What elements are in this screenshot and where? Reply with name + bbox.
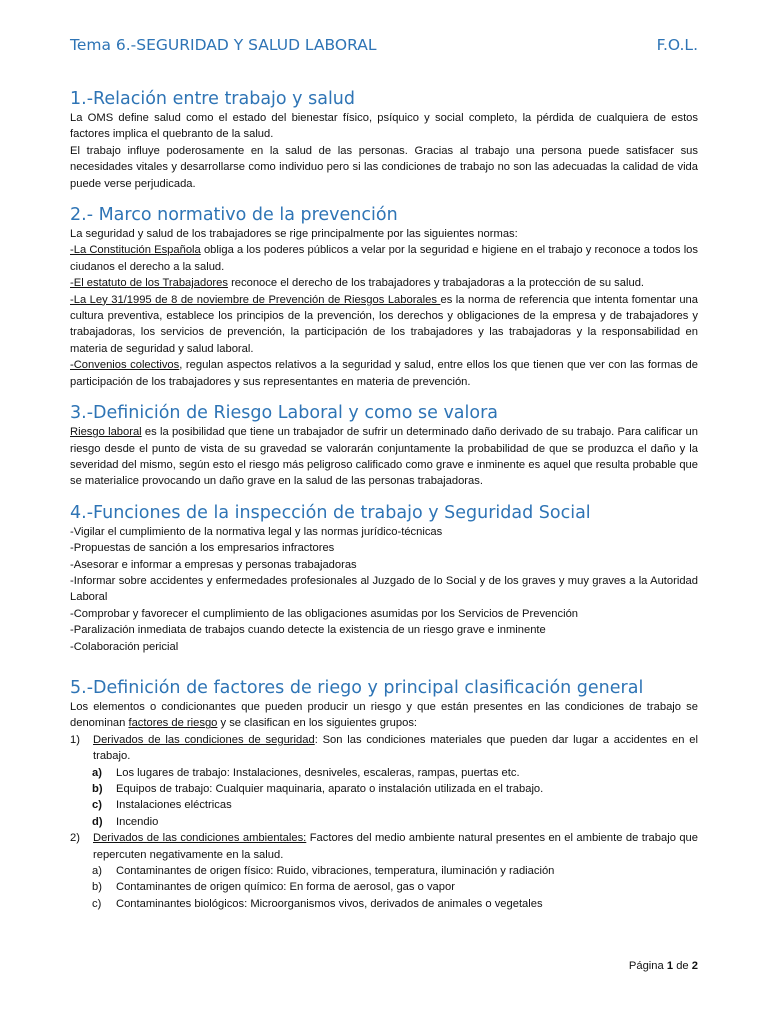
norm-name: -La Constitución Española — [70, 244, 201, 257]
group-number: 1) — [70, 733, 80, 746]
group-number: 2) — [70, 832, 80, 845]
section-3-title: 3.-Definición de Riesgo Laboral y como se valora — [70, 403, 499, 424]
paragraph: La OMS define salud como el estado del bienestar físico, psíquico y social completo, la pérdida de cualquiera de estos factores implica el quebranto de la salud. — [70, 112, 698, 141]
norm-item — [70, 357, 698, 390]
item-letter: c) — [92, 897, 102, 910]
section-5-title: 5.-Definición de factores de riego y principal clasificación general — [70, 677, 644, 698]
section-1-title: 1.-Relación entre trabajo y salud — [70, 89, 356, 109]
list-item: -Propuestas de sanción a los empresarios infractores — [70, 542, 335, 555]
norm-item — [70, 292, 698, 358]
factor-group — [70, 732, 698, 765]
section-2-title: 2.- Marco normativo de la prevención — [70, 205, 398, 226]
norm-name: -La Ley 31/1995 de 8 de noviembre de Prevención de Riesgos Laborales — [70, 293, 441, 306]
term: Riesgo laboral — [70, 426, 142, 439]
list-item: -Asesorar e informar a empresas y personas trabajadoras — [70, 558, 357, 571]
norm-text: , regulan aspectos relativos a la seguridad y salud, entre ellos los que tienen que ver con las formas de participación de los trabajadores y sus representantes en materia de prevención. — [70, 359, 698, 388]
header-subject: F.O.L. — [656, 36, 698, 54]
list-item — [70, 765, 698, 781]
term: factores de riesgo — [128, 717, 218, 730]
document-body — [70, 88, 698, 924]
factor-groups — [70, 830, 698, 863]
page-header — [70, 36, 698, 58]
total-pages: 2 — [691, 960, 698, 972]
paragraph — [70, 699, 698, 732]
list-item — [70, 896, 698, 912]
list-item — [70, 797, 698, 813]
list-item — [70, 879, 698, 895]
norm-item — [70, 275, 698, 291]
paragraph: El trabajo influye poderosamente en la salud de las personas. Gracias al trabajo una persona puede satisfacer sus necesidades vitales y desarrollarse como individuo pero si las condiciones de trabajo no son las adecuadas la calidad de vida puede verse perjudicada. — [70, 144, 698, 190]
section-1 — [70, 88, 698, 192]
norm-text: es la norma de referencia que intenta fomentar una cultura preventiva, establece los principios de la prevención, los derechos y obligaciones de la empresa y de trabajadores y trabajadoras, los servicios de prevención, la participación de los trabajadores y las trabajadoras y la responsabilidad en materia de seguridad y salud laboral. — [70, 293, 699, 355]
norm-item — [70, 242, 698, 275]
current-page: 1 — [666, 960, 674, 972]
item-text: Contaminantes de origen químico: En forma de aerosol, gas o vapor — [116, 881, 455, 894]
footer-label: Página — [628, 960, 667, 972]
factor-groups — [70, 732, 698, 765]
list-item — [70, 814, 698, 830]
factor-subitems — [70, 863, 698, 912]
item-letter: a) — [92, 865, 102, 878]
section-5 — [70, 677, 698, 912]
group-text: Factores del medio ambiente natural presentes en el ambiente de trabajo que repercuten negativamente en la salud. — [93, 832, 698, 861]
paragraph — [70, 424, 698, 490]
norm-text: reconoce el derecho de los trabajadores y trabajadoras a la protección de su salud. — [227, 277, 645, 290]
section-3 — [70, 402, 698, 490]
item-letter: b) — [92, 881, 102, 894]
list-item — [70, 863, 698, 879]
list-item: -Vigilar el cumplimiento de la normativa legal y las normas jurídico-técnicas — [70, 525, 443, 538]
item-letter: c) — [92, 799, 102, 812]
list-item: -Comprobar y favorecer el cumplimiento de las obligaciones asumidas por los Servicios de Prevención — [70, 607, 579, 620]
header-title: Tema 6.-SEGURIDAD Y SALUD LABORAL — [70, 36, 377, 54]
list-item: -Informar sobre accidentes y enfermedades profesionales al Juzgado de lo Social y de los graves y muy graves a la Autoridad Laboral — [70, 574, 698, 604]
item-letter: d) — [92, 815, 103, 828]
section-4 — [70, 502, 698, 655]
definition-text: es la posibilidad que tiene un trabajador de sufrir un determinado daño derivado de su trabajo. Para calificar un riesgo desde el punto de vista de su gravedad se valorarán conjuntamente la probabilidad de que se produzca el daño y la severidad del mismo, según esto el riesgo más peligroso calificado como grave e inminente es aquel que resulta probable que se materialice provocando un daño grave en la salud de las personas trabajadoras. — [70, 426, 698, 488]
group-name: Derivados de las condiciones de seguridad — [93, 733, 315, 746]
item-text: Los lugares de trabajo: Instalaciones, desniveles, escaleras, rampas, puertas etc. — [116, 766, 520, 779]
footer-of: de — [673, 960, 692, 972]
group-name: Derivados de las condiciones ambientales: — [93, 832, 307, 845]
item-text: Equipos de trabajo: Cualquier maquinaria, aparato o instalación utilizada en el trabajo. — [116, 783, 544, 795]
norm-name: -Convenios colectivos — [70, 359, 180, 372]
item-letter: a) — [92, 766, 102, 779]
group-text: : Son las condiciones materiales que pueden dar lugar a accidentes en el trabajo. — [93, 733, 698, 763]
norm-text: obliga a los poderes públicos a velar por la seguridad e higiene en el trabajo y reconoce a todos los ciudanos el derecho a la salud. — [70, 244, 698, 273]
factor-subitems — [70, 765, 698, 831]
item-text: Contaminantes de origen físico: Ruido, vibraciones, temperatura, iluminación y radiación — [116, 865, 555, 878]
factor-group — [70, 830, 698, 863]
list-item — [70, 781, 698, 797]
list-item: -Colaboración pericial — [70, 640, 179, 653]
item-text: Contaminantes biológicos: Microorganismos vivos, derivados de animales o vegetales — [116, 897, 543, 910]
intro-text: Los elementos o condicionantes que pueden producir un riesgo y que están presentes en las condiciones de trabajo se denominan — [70, 700, 698, 730]
item-letter: b) — [92, 783, 103, 795]
paragraph: La seguridad y salud de los trabajadores se rige principalmente por las siguientes normas: — [70, 228, 518, 241]
section-2 — [70, 204, 698, 390]
list-item: -Paralización inmediata de trabajos cuando detecte la existencia de un riesgo grave e inminente — [70, 624, 546, 637]
item-text: Incendio — [116, 815, 159, 828]
page-number — [629, 960, 698, 972]
intro-text: y se clasifican en los siguientes grupos: — [217, 717, 418, 730]
item-text: Instalaciones eléctricas — [116, 799, 232, 812]
section-4-title: 4.-Funciones de la inspección de trabajo y Seguridad Social — [70, 502, 591, 523]
norm-name: -El estatuto de los Trabajadores — [70, 277, 228, 290]
